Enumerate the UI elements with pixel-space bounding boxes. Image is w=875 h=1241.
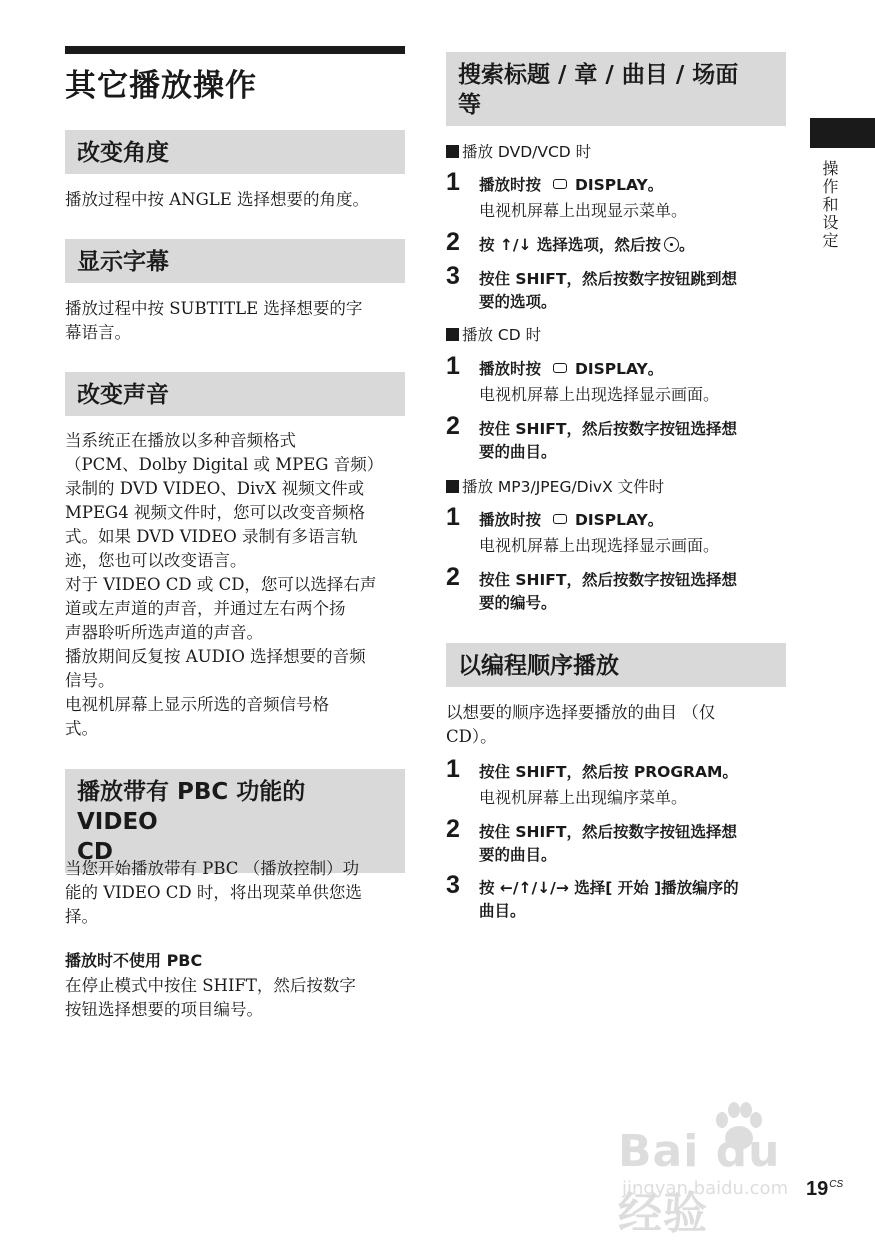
section-heading-program: 以编程顺序播放 bbox=[446, 643, 786, 687]
step-text: 按 ↑/↓ 选择选项，然后按 。 bbox=[479, 236, 695, 254]
watermark-url: jingyan.baidu.com bbox=[622, 1178, 789, 1199]
angle-body: 播放过程中按 ANGLE 选择想要的角度。 bbox=[65, 190, 370, 209]
step-note: 电视机屏幕上出现显示菜单。 bbox=[479, 201, 688, 220]
page-title: 其它播放操作 bbox=[65, 68, 257, 104]
side-tab-marker bbox=[810, 118, 875, 148]
step-text: 按住 SHIFT，然后按数字按钮选择想 要的曲目。 bbox=[479, 420, 737, 461]
step-text: 按住 SHIFT，然后按 PROGRAM。 bbox=[479, 763, 738, 781]
display-button-icon bbox=[553, 514, 567, 524]
watermark bbox=[618, 1098, 818, 1239]
step-text: 按住 SHIFT，然后按数字按钮跳到想 要的选项。 bbox=[479, 270, 737, 311]
step-text: 按住 SHIFT，然后按数字按钮选择想 要的曲目。 bbox=[479, 823, 737, 864]
display-button-icon bbox=[553, 363, 567, 373]
step-text: 播放时按 DISPLAY。 bbox=[479, 360, 664, 378]
square-bullet-icon bbox=[446, 328, 459, 341]
step-number: 2 bbox=[446, 815, 460, 843]
program-intro: 以想要的顺序选择要播放的曲目 （仅 CD）。 bbox=[446, 703, 716, 746]
step-number: 1 bbox=[446, 503, 460, 531]
step-text: 播放时按 DISPLAY。 bbox=[479, 511, 664, 529]
step-number: 1 bbox=[446, 168, 460, 196]
pbc-body: 当您开始播放带有 PBC （播放控制）功 能的 VIDEO CD 时，将出现菜单供您选 择。 bbox=[65, 859, 362, 926]
mode-heading-mp3: 播放 MP3/JPEG/DivX 文件时 bbox=[446, 476, 664, 498]
step-number: 2 bbox=[446, 228, 460, 256]
section-heading-angle: 改变角度 bbox=[65, 130, 405, 174]
display-button-icon bbox=[553, 179, 567, 189]
pbc-subheading: 播放时不使用 PBC bbox=[65, 951, 203, 970]
side-tab-label: 操作和设定 bbox=[820, 160, 839, 250]
square-bullet-icon bbox=[446, 145, 459, 158]
section-heading-pbc: 播放带有 PBC 功能的 VIDEO CD bbox=[65, 769, 405, 873]
section-heading-search: 搜索标题 / 章 / 曲目 / 场面 等 bbox=[446, 52, 786, 126]
step-number: 1 bbox=[446, 755, 460, 783]
section-heading-audio: 改变声音 bbox=[65, 372, 405, 416]
subtitle-body: 播放过程中按 SUBTITLE 选择想要的字 幕语言。 bbox=[65, 299, 363, 342]
step-note: 电视机屏幕上出现选择显示画面。 bbox=[479, 536, 720, 555]
page-number: $19^{CS}$ bbox=[806, 1178, 844, 1200]
mode-heading-cd: 播放 CD 时 bbox=[446, 324, 541, 346]
pbc-sub-body: 在停止模式中按住 SHIFT，然后按数字 按钮选择想要的项目编号。 bbox=[65, 976, 356, 1019]
enter-button-icon bbox=[664, 237, 679, 252]
step-number: 2 bbox=[446, 412, 460, 440]
step-number: 3 bbox=[446, 262, 460, 290]
step-number: 3 bbox=[446, 871, 460, 899]
audio-body: 当系统正在播放以多种音频格式 （PCM、Dolby Digital 或 MPEG 音频） 录制的 DVD VIDEO、DivX 视频文件或 MPEG4 视频文件时，您可以改变音频格 式。如果 DVD VIDEO 录制有多语言轨 迹，您也可以改变语言。 对于 VIDEO CD 或 CD，您可以选择右声 道或左声道的声音，并通过左右两个扬 声器聆听所选声道的声音。 播放期间反复按 AUDIO 选择想要的音频 信号。 电视机屏幕上显示所选的音频信号格 式。 bbox=[65, 431, 384, 738]
title-rule bbox=[65, 46, 405, 54]
step-note: 电视机屏幕上出现编序菜单。 bbox=[479, 788, 688, 807]
step-number: 2 bbox=[446, 563, 460, 591]
mode-heading-dvd: 播放 DVD/VCD 时 bbox=[446, 141, 591, 163]
step-text: 按 ←/↑/↓/→ 选择[ 开始 ]播放编序的 曲目。 bbox=[479, 879, 739, 920]
step-number: 1 bbox=[446, 352, 460, 380]
step-text: 播放时按 DISPLAY。 bbox=[479, 176, 664, 194]
step-note: 电视机屏幕上出现选择显示画面。 bbox=[479, 385, 720, 404]
square-bullet-icon bbox=[446, 480, 459, 493]
watermark-logo: Bai du 经验 bbox=[618, 1126, 781, 1239]
section-heading-subtitle: 显示字幕 bbox=[65, 239, 405, 283]
step-text: 按住 SHIFT，然后按数字按钮选择想 要的编号。 bbox=[479, 571, 737, 612]
